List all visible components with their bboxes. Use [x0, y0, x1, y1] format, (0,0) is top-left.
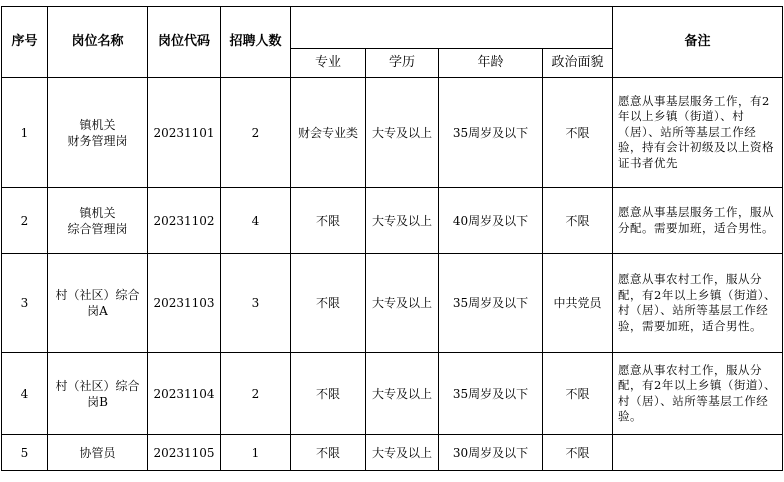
cell-age: 35周岁及以下	[439, 254, 543, 353]
cell-political: 不限	[543, 78, 613, 188]
cell-political: 不限	[543, 353, 613, 435]
header-conditions-group	[291, 7, 613, 49]
header-education: 学历	[366, 49, 439, 78]
cell-count: 2	[221, 353, 291, 435]
cell-remarks: 愿意从事农村工作，服从分配，有2年以上乡镇（街道）、村（居）、站所等基层工作经验，需要加班，适合男性。	[613, 254, 783, 353]
cell-no: 2	[2, 188, 48, 254]
cell-post-code: 20231104	[148, 353, 221, 435]
cell-major: 不限	[291, 188, 366, 254]
cell-post-code: 20231101	[148, 78, 221, 188]
cell-no: 5	[2, 435, 48, 471]
cell-no: 3	[2, 254, 48, 353]
table-row	[2, 254, 783, 353]
cell-remarks: 愿意从事农村工作，服从分配，有2年以上乡镇（街道）、村（居）、站所等基层工作经验。	[613, 353, 783, 435]
header-political: 政治面貌	[543, 49, 613, 78]
cell-post-name: 镇机关 财务管理岗	[48, 78, 148, 188]
cell-major: 不限	[291, 435, 366, 471]
cell-major: 不限	[291, 353, 366, 435]
cell-post-code: 20231103	[148, 254, 221, 353]
cell-post-code: 20231105	[148, 435, 221, 471]
cell-post-name: 镇机关 综合管理岗	[48, 188, 148, 254]
header-major: 专业	[291, 49, 366, 78]
cell-political: 不限	[543, 188, 613, 254]
cell-count: 3	[221, 254, 291, 353]
cell-post-code: 20231102	[148, 188, 221, 254]
cell-education: 大专及以上	[366, 78, 439, 188]
header-count: 招聘人数	[221, 7, 291, 78]
cell-remarks: 愿意从事基层服务工作，有2年以上乡镇（街道）、村（居）、站所等基层工作经验，持有会计初级及以上资格证书者优先	[613, 78, 783, 188]
table-row	[2, 353, 783, 435]
cell-age: 35周岁及以下	[439, 353, 543, 435]
cell-political: 中共党员	[543, 254, 613, 353]
cell-age: 30周岁及以下	[439, 435, 543, 471]
cell-major: 不限	[291, 254, 366, 353]
cell-remarks	[613, 435, 783, 471]
table-row	[2, 435, 783, 471]
cell-education: 大专及以上	[366, 188, 439, 254]
cell-age: 35周岁及以下	[439, 78, 543, 188]
table-row	[2, 188, 783, 254]
cell-count: 1	[221, 435, 291, 471]
cell-education: 大专及以上	[366, 254, 439, 353]
header-age: 年龄	[439, 49, 543, 78]
cell-remarks: 愿意从事基层服务工作，服从分配。需要加班，适合男性。	[613, 188, 783, 254]
cell-post-name: 村（社区）综合岗A	[48, 254, 148, 353]
cell-count: 2	[221, 78, 291, 188]
cell-education: 大专及以上	[366, 353, 439, 435]
cell-education: 大专及以上	[366, 435, 439, 471]
cell-major: 财会专业类	[291, 78, 366, 188]
cell-political: 不限	[543, 435, 613, 471]
header-post-code: 岗位代码	[148, 7, 221, 78]
cell-post-name: 村（社区）综合岗B	[48, 353, 148, 435]
recruitment-table	[1, 6, 783, 471]
cell-age: 40周岁及以下	[439, 188, 543, 254]
cell-no: 4	[2, 353, 48, 435]
cell-count: 4	[221, 188, 291, 254]
cell-post-name: 协管员	[48, 435, 148, 471]
cell-no: 1	[2, 78, 48, 188]
header-no: 序号	[2, 7, 48, 78]
header-post-name: 岗位名称	[48, 7, 148, 78]
header-remarks: 备注	[613, 7, 783, 78]
table-row	[2, 78, 783, 188]
